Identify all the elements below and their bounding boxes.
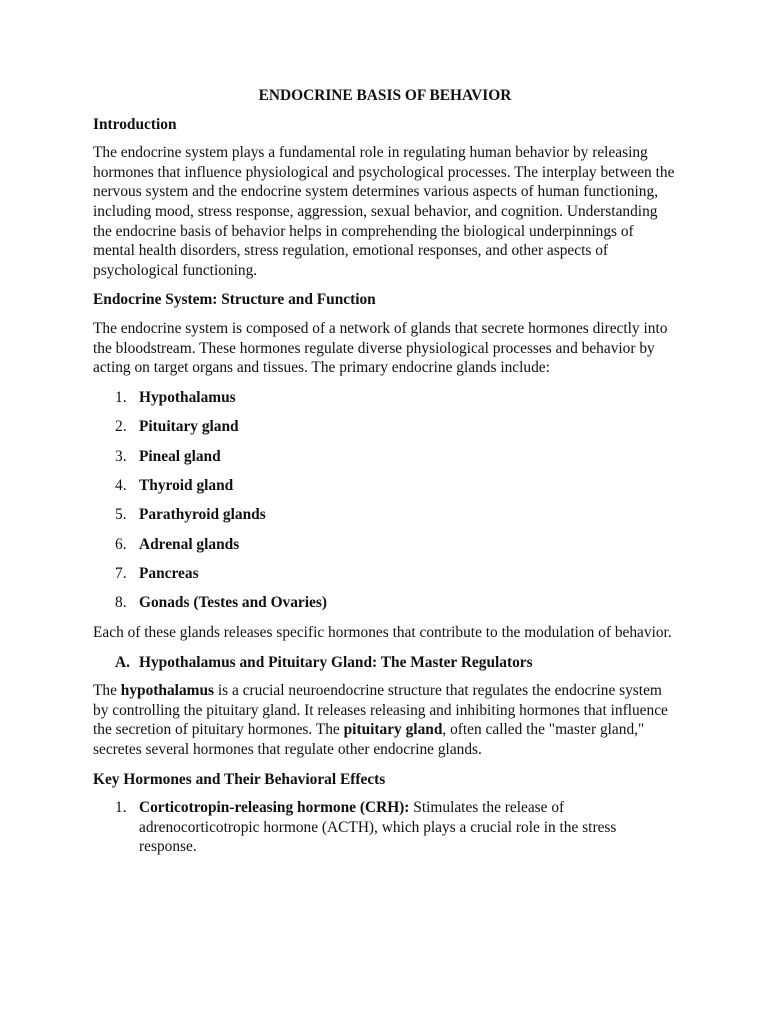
list-item xyxy=(93,505,675,525)
list-item xyxy=(93,535,675,555)
list-number: 4. xyxy=(115,476,127,494)
bold-term: pituitary gland xyxy=(343,721,443,739)
list-item xyxy=(93,447,675,467)
gland-label: Parathyroid glands xyxy=(139,506,266,524)
gland-label: Adrenal glands xyxy=(139,535,240,553)
section-a-heading xyxy=(93,653,675,673)
gland-label: Pituitary gland xyxy=(139,418,239,436)
list-item xyxy=(93,417,675,437)
hormones-list xyxy=(93,798,675,857)
list-number: 2. xyxy=(115,418,127,436)
list-number: 1. xyxy=(115,799,127,817)
hormone-description: Stimulates the release of adrenocorticotropic hormone (ACTH), which plays a crucial role in the stress response. xyxy=(139,799,617,856)
list-item xyxy=(93,798,675,857)
list-number: 7. xyxy=(115,565,127,583)
structure-heading: Endocrine System: Structure and Function xyxy=(93,291,376,309)
text-run: , often called the "master gland," secretes several hormones that regulate other endocrine glands. xyxy=(93,721,645,759)
intro-heading: Introduction xyxy=(93,115,177,133)
gland-label: Pancreas xyxy=(139,565,199,583)
list-item xyxy=(93,564,675,584)
list-item xyxy=(93,593,675,613)
document-page xyxy=(93,86,675,867)
list-number: 8. xyxy=(115,594,127,612)
list-item xyxy=(93,476,675,496)
text-run: is a crucial neuroendocrine structure that regulates the endocrine system by controlling the pituitary gland. It releases releasing and inhibiting hormones that influence the secretion of pituitary hormones. The xyxy=(93,682,668,739)
list-number: 1. xyxy=(115,388,127,406)
bold-term: hypothalamus xyxy=(120,682,215,700)
gland-label: Pineal gland xyxy=(139,447,221,465)
section-letter: A. xyxy=(115,653,130,671)
gland-label: Gonads (Testes and Ovaries) xyxy=(139,594,327,612)
list-number: 6. xyxy=(115,535,127,553)
glands-list xyxy=(93,388,675,613)
text-run: The xyxy=(93,682,121,700)
hormones-heading: Key Hormones and Their Behavioral Effects xyxy=(93,770,386,788)
intro-paragraph: The endocrine system plays a fundamental role in regulating human behavior by releasing hormones that influence physiological and psychological processes. The interplay between the nervous system and the endocrine system determines various aspects of human functioning, including mood, stress response, aggression, sexual behavior, and cognition. Understanding the endocrine basis of behavior helps in comprehending the biological underpinnings of mental health disorders, stress regulation, emotional responses, and other aspects of psychological functioning. xyxy=(93,144,675,279)
section-a-paragraph xyxy=(93,681,675,759)
list-item xyxy=(93,388,675,408)
glands-summary: Each of these glands releases specific hormones that contribute to the modulation of behavior. xyxy=(93,624,672,642)
list-number: 3. xyxy=(115,447,127,465)
document-title: ENDOCRINE BASIS OF BEHAVIOR xyxy=(258,87,512,104)
list-number: 5. xyxy=(115,506,127,524)
hormone-name: Corticotropin-releasing hormone (CRH): xyxy=(139,799,410,817)
section-a-title: Hypothalamus and Pituitary Gland: The Master Regulators xyxy=(139,653,533,671)
structure-paragraph: The endocrine system is composed of a network of glands that secrete hormones directly into the bloodstream. These hormones regulate diverse physiological processes and behavior by acting on target organs and tissues. The primary endocrine glands include: xyxy=(93,319,668,377)
gland-label: Thyroid gland xyxy=(139,476,234,494)
gland-label: Hypothalamus xyxy=(139,388,236,406)
